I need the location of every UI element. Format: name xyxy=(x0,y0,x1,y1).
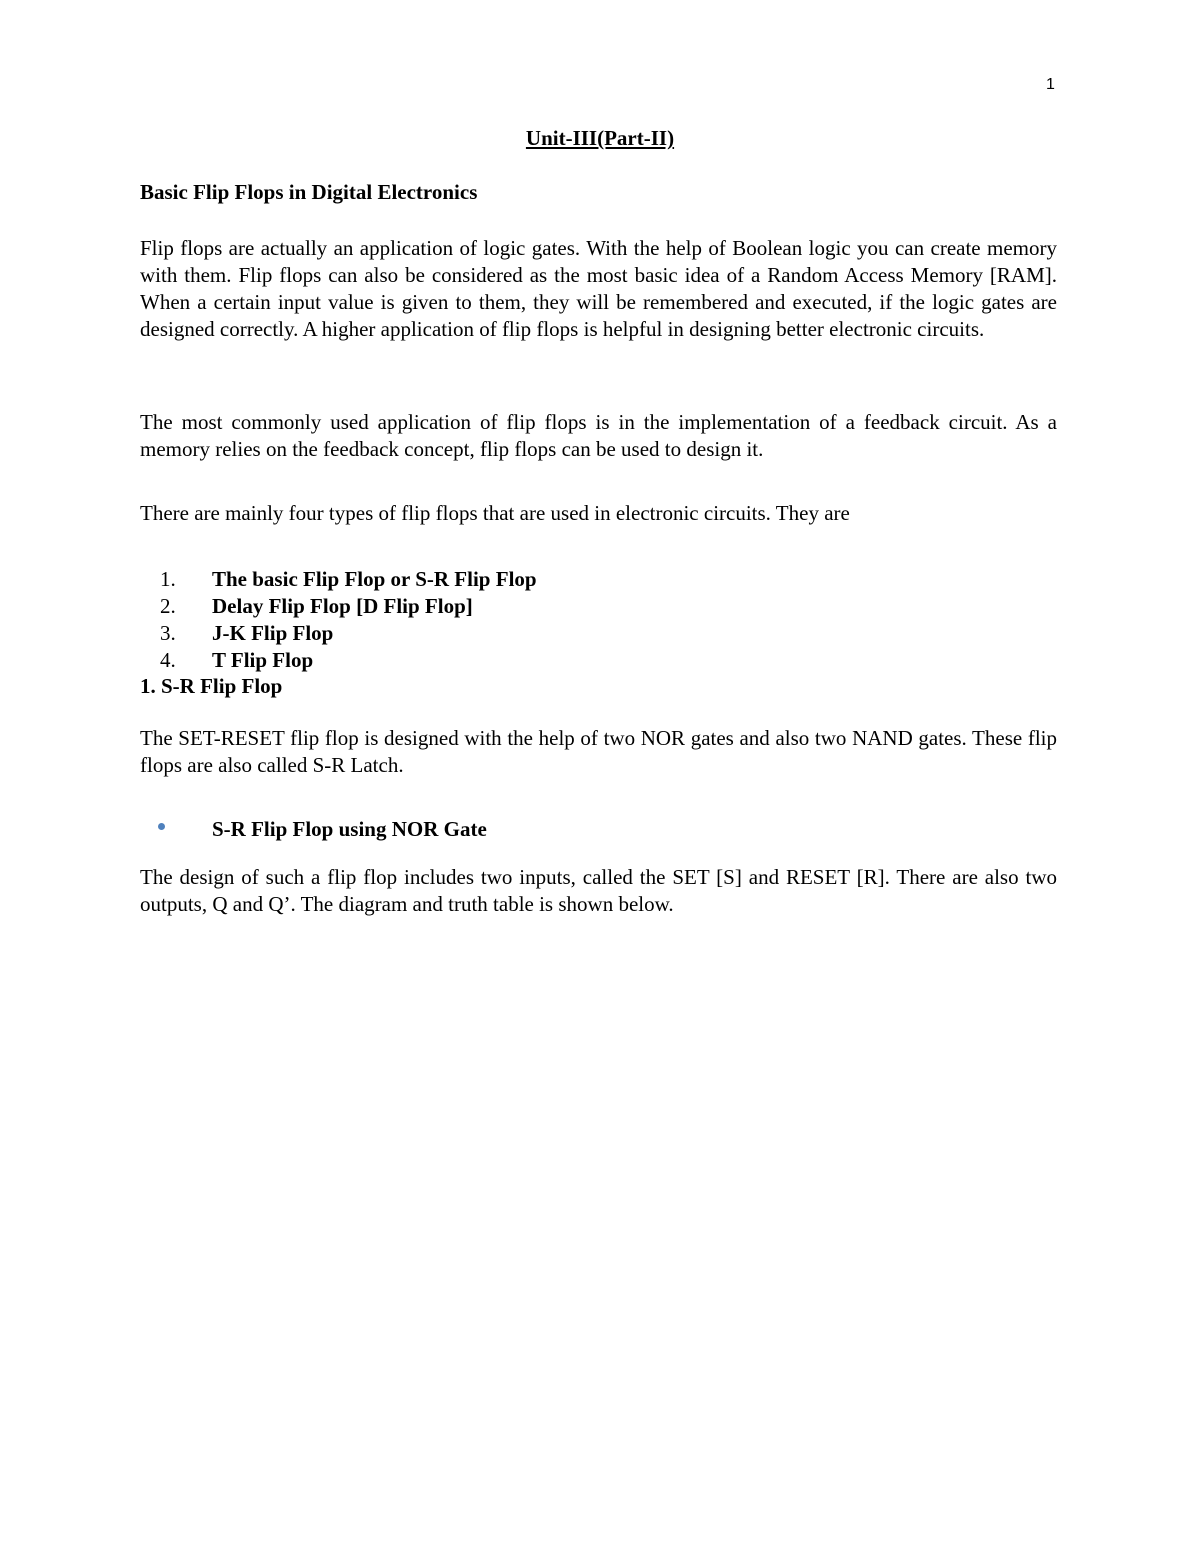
list-item-number: 3. xyxy=(160,621,176,645)
list-item xyxy=(140,566,537,593)
list-item-number: 2. xyxy=(160,594,176,618)
list-item-label: The basic Flip Flop or S-R Flip Flop xyxy=(212,567,537,591)
bullet-label: S-R Flip Flop using NOR Gate xyxy=(212,817,487,841)
types-intro-paragraph: There are mainly four types of flip flops that are used in electronic circuits. They are xyxy=(140,501,850,525)
list-item xyxy=(140,647,537,674)
flip-flop-types-list xyxy=(140,566,537,674)
page-number: 1 xyxy=(1046,76,1055,93)
list-item-number: 1. xyxy=(160,567,176,591)
feedback-paragraph: The most commonly used application of flip flops is in the implementation of a feedback circuit. As a memory relies on the feedback concept, flip flops can be used to design it. xyxy=(140,410,1057,461)
sr-flip-flop-heading: 1. S-R Flip Flop xyxy=(140,674,283,698)
list-item xyxy=(140,593,537,620)
list-item-number: 4. xyxy=(160,648,176,672)
list-item-label: J-K Flip Flop xyxy=(212,621,334,645)
sr-nor-bullet-item xyxy=(140,816,487,843)
list-item xyxy=(140,620,537,647)
unit-title: Unit-III(Part-II) xyxy=(525,126,675,150)
list-item-label: Delay Flip Flop [D Flip Flop] xyxy=(212,594,473,618)
list-item-label: T Flip Flop xyxy=(212,648,314,672)
sr-design-paragraph: The design of such a flip flop includes two inputs, called the SET [S] and RESET [R]. There are also two outputs, Q and Q’. The diagram and truth table is shown below. xyxy=(140,865,1057,916)
bullet-dot-icon xyxy=(158,823,165,830)
sr-description-paragraph: The SET-RESET flip flop is designed with the help of two NOR gates and also two NAND gates. These flip flops are also called S-R Latch. xyxy=(140,726,1057,777)
intro-paragraph: Flip flops are actually an application of logic gates. With the help of Boolean logic you can create memory with them. Flip flops can also be considered as the most basic idea of a Random Access Memory [RAM]. When a certain input value is given to them, they will be remembered and executed, if the logic gates are designed correctly. A higher application of flip flops is helpful in designing better electronic circuits. xyxy=(140,236,1057,341)
section-heading: Basic Flip Flops in Digital Electronics xyxy=(140,180,478,204)
